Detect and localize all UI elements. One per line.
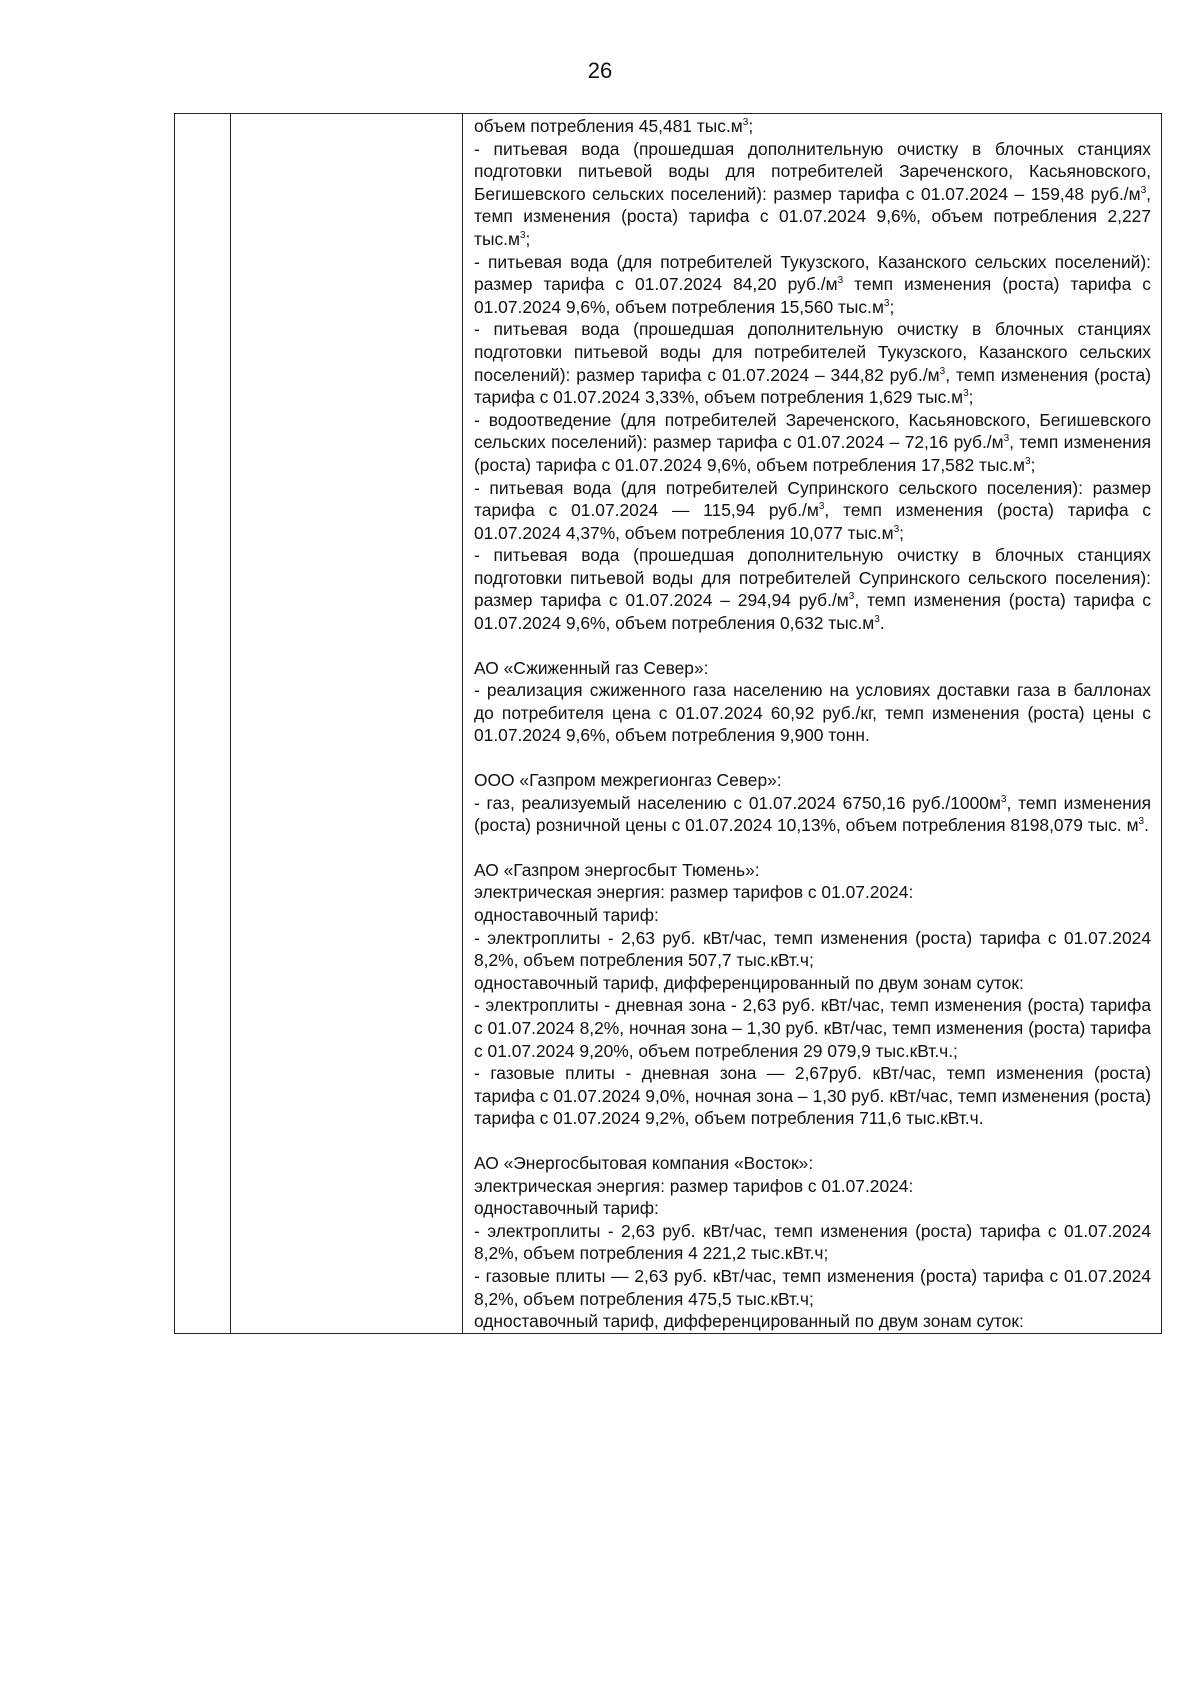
paragraph: - питьевая вода (прошедшая дополнительную очистку в блочных станциях подготовки питьевой воды для потребителей Тукузского, Казанского сельских поселений): размер тарифа с 01.07.2024 – 344,82 $руб./м^3$, темп изменения (роста) тарифа с 01.07.2024 3,33%, объем потребления 1,629 $тыс.м^3$; xyxy=(474,319,1152,408)
description-cell xyxy=(463,114,1162,1334)
page-number: 26 xyxy=(587,58,613,83)
paragraph: одноставочный тариф: xyxy=(474,905,659,925)
paragraph: - газ, реализуемый населению с 01.07.2024 6750,16 $руб./1000м^3$, темп изменения (роста) розничной цены с 01.07.2024 10,13%, объем потребления 8198,079 тыс. $м^3$. xyxy=(474,792,1151,836)
paragraph: - реализация сжиженного газа населению на условиях доставки газа в баллонах до потребителя цена с 01.07.2024 60,92 руб./кг, темп изменения (роста) цены с 01.07.2024 9,6%, объем потребления 9,900 тонн. xyxy=(474,680,1151,746)
paragraph-gap xyxy=(474,1130,1151,1152)
paragraph: АО «Энергосбытовая компания «Восток»: xyxy=(474,1152,814,1173)
paragraph: - газовые плиты — 2,63 руб. кВт/час, темп изменения (роста) тарифа с 01.07.2024 8,2%, объем потребления 475,5 тыс.кВт.ч; xyxy=(474,1265,1151,1309)
paragraph: - питьевая вода (прошедшая дополнительную очистку в блочных станциях подготовки питьевой воды для потребителей Зареченского, Касьяновского, Бегишевского сельских поселений): размер тарифа с 01.07.2024 – 159,48 $руб./м^3$, темп изменения (роста) тарифа с 01.07.2024 9,6%, объем потребления 2,227 $тыс.м^3$; xyxy=(474,138,1151,249)
paragraph: одноставочный тариф: xyxy=(474,1198,659,1219)
paragraph: АО «Сжиженный газ Север»: xyxy=(474,657,709,678)
paragraph: одноставочный тариф, дифференцированный по двум зонам суток: xyxy=(474,1311,1024,1332)
tariff-description xyxy=(463,114,1161,1333)
paragraph: - газовые плиты - дневная зона — 2,67руб. кВт/час, темп изменения (роста) тарифа с 01.07.2024 9,0%, ночная зона – 1,30 руб. кВт/час, темп изменения (роста) тарифа с 01.07.2024 9,2%, объем потребления 711,6 тыс.кВт.ч. xyxy=(474,1063,1151,1129)
paragraph: - электроплиты - дневная зона - 2,63 руб. кВт/час, темп изменения (роста) тарифа с 01.07.2024 8,2%, ночная зона – 1,30 руб. кВт/час, темп изменения (роста) тарифа с 01.07.2024 9,20%, объем потребления 29 079,9 тыс.кВт.ч.; xyxy=(474,995,1151,1061)
paragraph: - питьевая вода (прошедшая дополнительную очистку в блочных станциях подготовки питьевой воды для потребителей Супринского сельского поселения): размер тарифа с 01.07.2024 – 294,94 $руб./м^3$, темп изменения (роста) тарифа с 01.07.2024 9,6%, объем потребления 0,632 $тыс.м^3$. xyxy=(474,545,1151,634)
name-cell xyxy=(231,114,463,1334)
number-cell xyxy=(175,114,231,1334)
paragraph: - питьевая вода (для потребителей Супринского сельского поселения): размер тарифа с 01.07.2024 — 115,94 $руб./м^3$, темп изменения (роста) тарифа с 01.07.2024 4,37%, объем потребления 10,077 $тыс.м^3$; xyxy=(474,477,1152,543)
paragraph: - электроплиты - 2,63 руб. кВт/час, темп изменения (роста) тарифа с 01.07.2024 8,2%, объем потребления 507,7 тыс.кВт.ч; xyxy=(474,927,1151,971)
paragraph: одноставочный тариф, дифференцированный по двум зонам суток: xyxy=(474,972,1024,993)
paragraph: ООО «Газпром межрегионгаз Север»: xyxy=(474,770,782,791)
table-row xyxy=(175,114,1162,1334)
paragraph-gap xyxy=(474,635,1151,657)
paragraph: электрическая энергия: размер тарифов с 01.07.2024: xyxy=(474,1175,914,1196)
paragraph: - водоотведение (для потребителей Зареченского, Касьяновского, Бегишевского сельских поселений): размер тарифа с 01.07.2024 – 72,16 $руб./м^3$, темп изменения (роста) тарифа с 01.07.2024 9,6%, объем потребления 17,582 $тыс.м^3$; xyxy=(474,409,1151,475)
paragraph: - питьевая вода (для потребителей Тукузского, Казанского сельских поселений): размер тарифа с 01.07.2024 84,20 $руб./м^3$ темп изменения (роста) тарифа с 01.07.2024 9,6%, объем потребления 15,560 $тыс.м^3$; xyxy=(474,251,1151,317)
paragraph-gap xyxy=(474,837,1151,859)
paragraph: АО «Газпром энергосбыт Тюмень»: xyxy=(474,859,760,880)
paragraph: - электроплиты - 2,63 руб. кВт/час, темп изменения (роста) тарифа с 01.07.2024 8,2%, объем потребления 4 221,2 тыс.кВт.ч; xyxy=(474,1220,1151,1264)
paragraph: электрическая энергия: размер тарифов с 01.07.2024: xyxy=(474,882,914,903)
paragraph-gap xyxy=(474,747,1151,769)
tariff-table xyxy=(174,113,1162,1334)
paragraph: объем потребления 45,481 $тыс.м^3$; xyxy=(474,116,754,136)
